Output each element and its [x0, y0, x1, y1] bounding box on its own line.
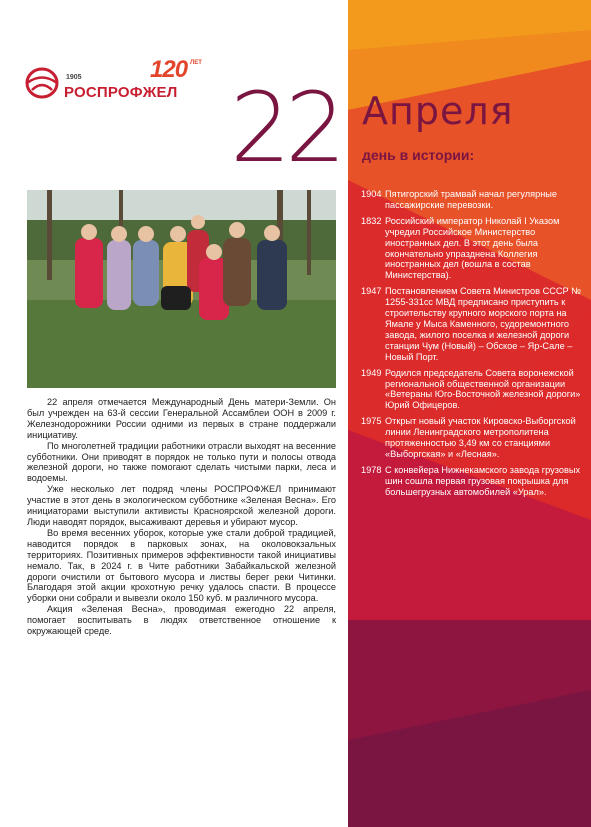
date-month: Апреля — [362, 89, 514, 133]
history-event — [361, 368, 583, 412]
date-day: 22 — [230, 72, 341, 184]
history-event — [361, 286, 583, 362]
history-event — [361, 189, 583, 211]
event-text: Постановлением Совета Министров СССР № 1255-331сс МВД предписано приступить к строительству крупного морского порта на Ямале у Мыса Каменного, судоремонтного завода, жилого поселка и железной дороги станции Чум (Новый) – Обское – Яр-Сале – Новый Порт. — [385, 286, 582, 362]
event-year: 1975 — [361, 416, 382, 427]
event-year: 1978 — [361, 464, 382, 475]
history-event — [361, 216, 583, 281]
article-paragraph: 22 апреля отмечается Международный День матери-Земли. Он был учрежден на 63-й сессии Генеральной Ассамблеи ООН в 2009 г. Железнодорожники России одними из первых в стране поддержали инициативу. — [27, 397, 336, 440]
event-text: Родился председатель Совета воронежской региональной общественной организации «Ветераны Юго-Восточной железной дороги» Юрий Офицеров. — [385, 367, 581, 411]
event-text: Российский император Николай I Указом учредил Российское Министерство иностранных дел. В этот день была окончательно упразднена Коллегия иностранных дел (вошла в состав Министерства). — [385, 215, 560, 281]
article-body — [27, 397, 336, 637]
anniversary-suffix: ЛЕТ — [190, 60, 202, 66]
event-year: 1832 — [361, 215, 382, 226]
logo-since-year: 1905 — [66, 74, 82, 81]
event-year: 1949 — [361, 367, 382, 378]
article-paragraph: Акция «Зеленая Весна», проводимая ежегодно 22 апреля, помогает воспитывать в людях ответственное отношение к окружающей среде. — [27, 604, 336, 637]
event-year: 1947 — [361, 286, 382, 297]
event-text: С конвейера Нижнекамского завода грузовых шин сошла первая грузовая покрышка для большегрузных автомобилей «Урал». — [385, 464, 581, 497]
article-paragraph: По многолетней традиции работники отрасли выходят на весенние субботники. Они приводят в порядок не только пути и полосы отвода железной дороги, но также помогают сделать чистыми парки, леса и водоемы. — [27, 440, 336, 484]
history-event — [361, 416, 583, 460]
article-paragraph: Уже несколько лет подряд члены РОСПРОФЖЕЛ принимают участие в этот день в экологическом субботнике «Зеленая Весна». Его инициаторами выступили активисты Красноярской железной дороги. Люди наводят порядок, высаживают деревья и убирают мусор. — [27, 484, 336, 527]
logo-wordmark: РОСПРОФЖЕЛ — [64, 84, 178, 101]
event-text: Пятигорский трамвай начал регулярные пассажирские перевозки. — [385, 189, 558, 210]
event-year: 1904 — [361, 189, 382, 199]
article-paragraph: Во время весенних уборок, которые уже стали доброй традицией, наводится порядок в парковых зонах, на околовокзальных территориях. Позитивных примеров эффективности такой инициативы немало. Так, в 2024 г. в Чите работники Забайкальской железной дороги очистили от бытового мусора и листвы берег реки Читинки. Благодаря этой акции крохотную речку удалось спасти. В процессе уборки они собрали и вывезли около 150 куб. м различного мусора. — [27, 527, 336, 604]
volunteers-photo — [27, 190, 336, 388]
event-text: Открыт новый участок Кировско-Выборгской линии Ленинградского метрополитена протяженностью 3,49 км со станциями «Выборгская» и «Лесная». — [385, 416, 576, 459]
rosprofzhel-emblem-icon — [24, 66, 60, 100]
history-events-list — [361, 189, 583, 503]
photo-illustration — [27, 190, 336, 388]
history-event — [361, 465, 583, 498]
section-subtitle: день в истории: — [362, 147, 475, 163]
anniversary-number: 120 — [150, 56, 188, 83]
